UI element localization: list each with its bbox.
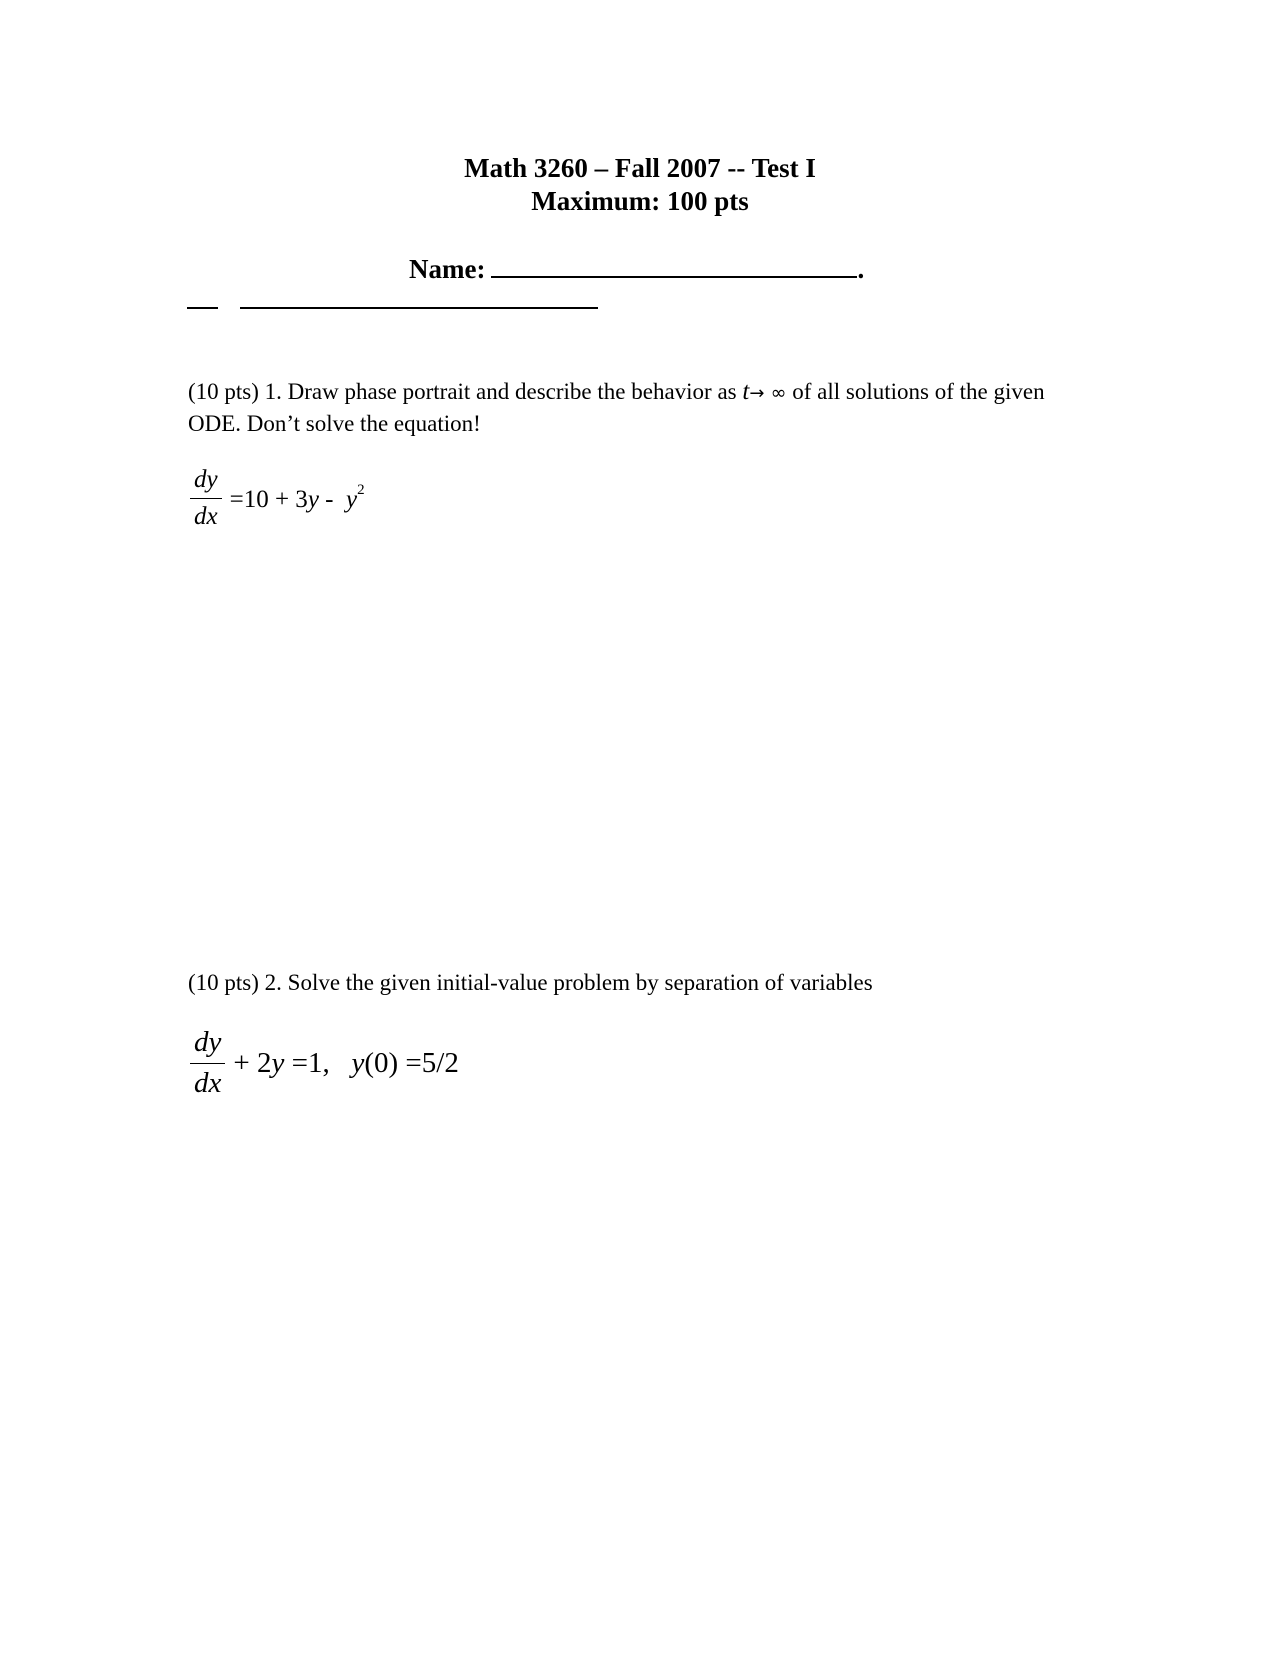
infinity-icon: ∞ (770, 382, 787, 404)
exam-title: Math 3260 – Fall 2007 -- Test I (464, 153, 816, 183)
math-var-t: t (742, 378, 750, 405)
question-1-text (188, 377, 1088, 439)
fraction-numerator: dy (190, 1027, 225, 1064)
exam-max-points: Maximum: 100 pts (531, 186, 749, 216)
name-row (409, 252, 864, 285)
question-1-math (742, 378, 786, 405)
rhs-part-b: =1, (284, 1046, 352, 1079)
rhs-var-y: y (307, 486, 319, 513)
derivative-fraction (190, 466, 222, 530)
derivative-fraction (190, 1027, 225, 1100)
long-blank-line (240, 307, 598, 309)
rhs-part-a: + 2 (233, 1046, 272, 1079)
rhs-var-y-squared: y (346, 486, 358, 513)
rhs-part-b: - (318, 486, 346, 513)
rhs-var-y-initial: y (351, 1046, 365, 1079)
short-dash-line (187, 307, 218, 309)
fraction-numerator: dy (190, 466, 222, 499)
rhs-exponent: 2 (357, 482, 365, 498)
question-1-text-before: (10 pts) 1. Draw phase portrait and describe the behavior as (188, 379, 737, 404)
equation-rhs (230, 482, 365, 514)
rhs-part-c: (0) =5/2 (364, 1046, 459, 1079)
question-2-text: (10 pts) 2. Solve the given initial-value problem by separation of variables (188, 970, 873, 995)
question-1-text-after: of all solutions of the given ODE. Don’t solve the equation! (188, 379, 1045, 436)
fraction-denominator: dx (194, 1066, 222, 1099)
rhs-part-a: =10 + 3 (229, 486, 308, 513)
fraction-denominator: dx (194, 502, 218, 530)
arrow-icon: → (749, 383, 765, 404)
rhs-var-y: y (271, 1046, 285, 1079)
question-1-equation (190, 466, 365, 530)
name-end-period: . (857, 254, 865, 284)
name-label: Name: (409, 254, 486, 284)
name-blank-line (491, 252, 857, 278)
question-2-equation (190, 1027, 459, 1100)
equation-rhs (233, 1047, 458, 1080)
